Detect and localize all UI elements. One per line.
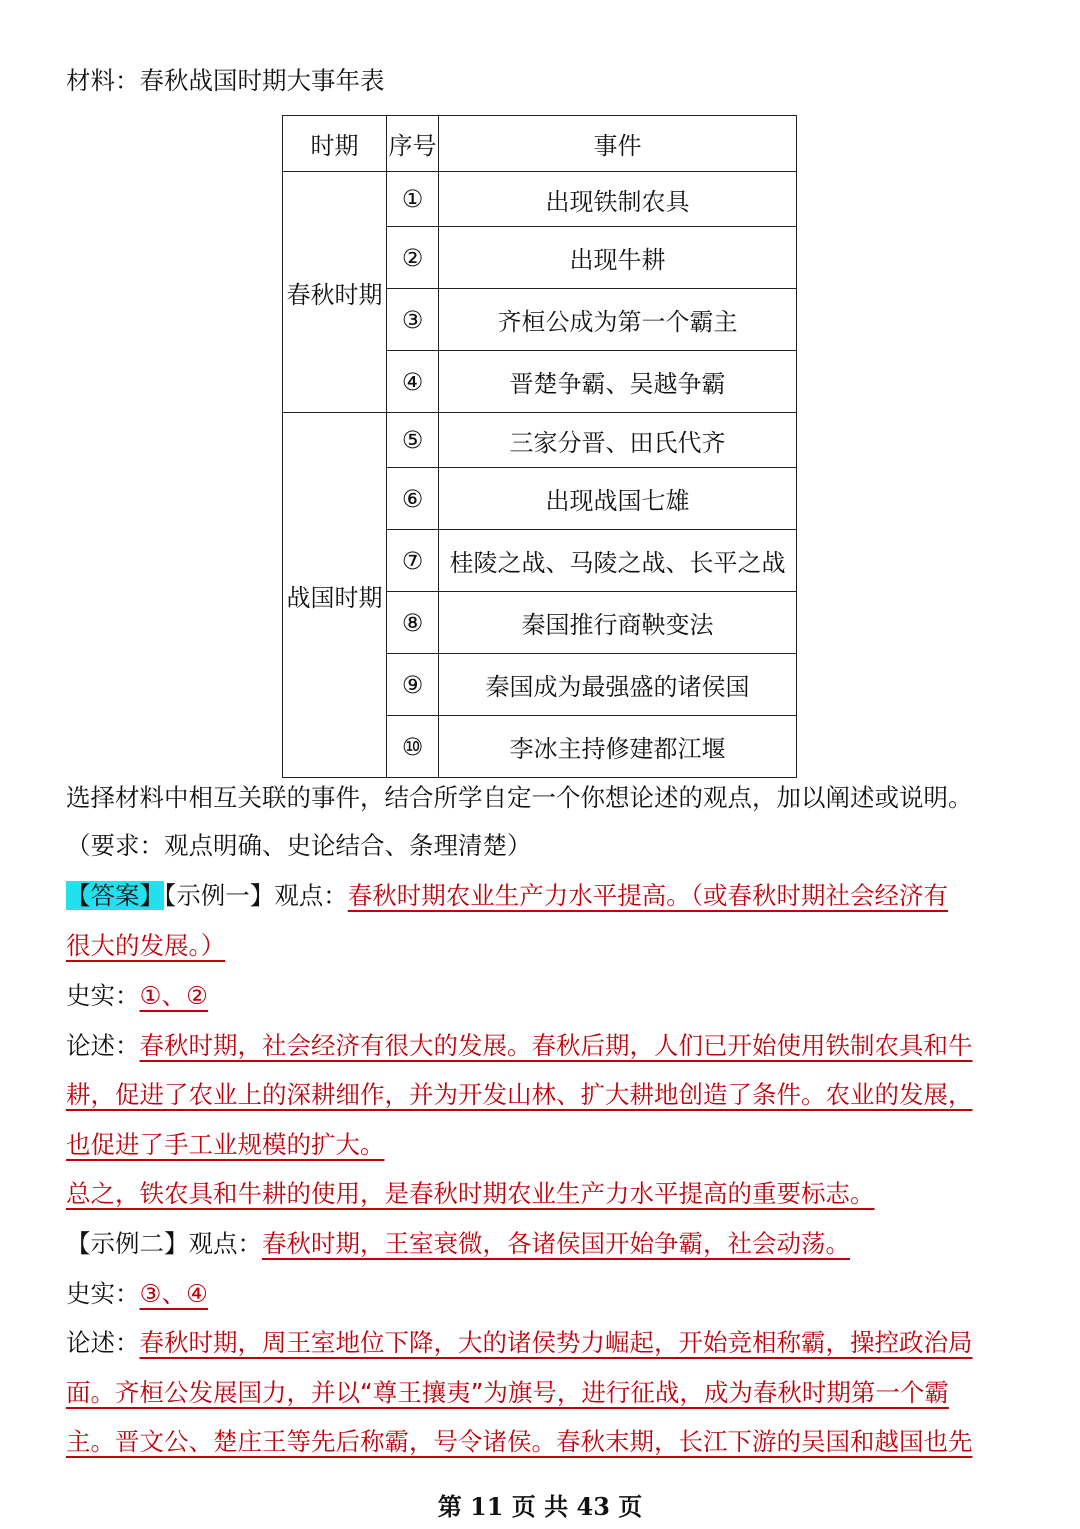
example2-viewpoint-line xyxy=(66,1227,850,1261)
example2-argument-line xyxy=(66,1326,973,1360)
example1-summary: 总之，铁农具和牛耕的使用，是春秋时期农业生产力水平提高的重要标志。 xyxy=(66,1179,875,1208)
row-number: ⑧ xyxy=(387,592,439,654)
row-event: 出现战国七雄 xyxy=(439,468,797,530)
example1-viewpoint-line xyxy=(66,879,948,913)
period-cell: 战国时期 xyxy=(283,413,387,778)
example2-facts: ③、④ xyxy=(139,1279,208,1308)
example1-facts: ①、② xyxy=(139,981,208,1010)
example1-argument-2: 耕，促进了农业上的深耕细作，并为开发山林、扩大耕地创造了条件。农业的发展， xyxy=(66,1080,973,1109)
table-header-row xyxy=(283,116,797,172)
example1-viewpoint-cont xyxy=(66,929,225,963)
example1-argument-3: 也促进了手工业规模的扩大。 xyxy=(66,1130,385,1159)
example2-argument-cont xyxy=(66,1425,973,1459)
page-number-footer: 第 11 页 共 43 页 xyxy=(437,1492,643,1521)
example2-facts-line xyxy=(66,1277,208,1311)
facts-label: 史实： xyxy=(66,981,140,1010)
example2-argument: 春秋时期，周王室地位下降，大的诸侯势力崛起，开始竞相称霸，操控政治局 xyxy=(139,1328,973,1357)
argument-label: 论述： xyxy=(66,1031,140,1060)
row-number: ④ xyxy=(387,351,439,413)
row-number: ⑥ xyxy=(387,468,439,530)
row-number: ⑦ xyxy=(387,530,439,592)
row-event: 桂陵之战、马陵之战、长平之战 xyxy=(439,530,797,592)
example2-argument-2: 面。齐桓公发展国力，并以“尊王攘夷”为旗号，进行征战，成为春秋时期第一个霸 xyxy=(66,1378,949,1407)
row-number: ② xyxy=(387,227,439,289)
example1-argument-cont xyxy=(66,1078,973,1112)
row-event: 出现铁制农具 xyxy=(439,172,797,227)
events-table xyxy=(282,115,797,778)
row-event: 秦国推行商鞅变法 xyxy=(439,592,797,654)
period-cell: 春秋时期 xyxy=(283,172,387,413)
header-event: 事件 xyxy=(439,116,797,172)
row-event: 三家分晋、田氏代齐 xyxy=(439,413,797,468)
row-event: 齐桓公成为第一个霸主 xyxy=(439,289,797,351)
example2-viewpoint: 春秋时期，王室衰微，各诸侯国开始争霸，社会动荡。 xyxy=(262,1229,850,1258)
row-number: ⑤ xyxy=(387,413,439,468)
question-requirement: （要求：观点明确、史论结合、条理清楚） xyxy=(66,831,532,860)
row-number: ① xyxy=(387,172,439,227)
row-event: 李冰主持修建都江堰 xyxy=(439,716,797,778)
example1-argument: 春秋时期，社会经济有很大的发展。春秋后期，人们已开始使用铁制农具和牛 xyxy=(139,1031,973,1060)
header-number: 序号 xyxy=(387,116,439,172)
row-number: ⑨ xyxy=(387,654,439,716)
example1-summary-line xyxy=(66,1177,875,1211)
question-text: 选择材料中相互关联的事件，结合所学自定一个你想论述的观点，加以阐述或说明。 xyxy=(66,783,973,812)
table-row xyxy=(283,172,797,227)
material-title: 材料：春秋战国时期大事年表 xyxy=(66,66,385,95)
row-event: 晋楚争霸、吴越争霸 xyxy=(439,351,797,413)
example1-label: 【示例一】观点： xyxy=(164,881,348,910)
row-number: ③ xyxy=(387,289,439,351)
example1-viewpoint: 春秋时期农业生产力水平提高。（或春秋时期社会经济有 xyxy=(347,881,948,910)
answer-tag: 【答案】 xyxy=(66,881,164,910)
facts-label: 史实： xyxy=(66,1279,140,1308)
argument-label: 论述： xyxy=(66,1328,140,1357)
example2-argument-cont xyxy=(66,1376,949,1410)
example1-argument-line xyxy=(66,1029,973,1063)
example2-label: 【示例二】观点： xyxy=(66,1229,262,1258)
example1-viewpoint-2: 很大的发展。） xyxy=(66,931,226,960)
row-number: ⑩ xyxy=(387,716,439,778)
row-event: 出现牛耕 xyxy=(439,227,797,289)
example2-argument-3: 主。晋文公、楚庄王等先后称霸，号令诸侯。春秋末期，长江下游的吴国和越国也先 xyxy=(66,1427,973,1456)
example1-facts-line xyxy=(66,979,208,1013)
example1-argument-cont xyxy=(66,1128,385,1162)
table-row xyxy=(283,413,797,468)
row-event: 秦国成为最强盛的诸侯国 xyxy=(439,654,797,716)
header-period: 时期 xyxy=(283,116,387,172)
